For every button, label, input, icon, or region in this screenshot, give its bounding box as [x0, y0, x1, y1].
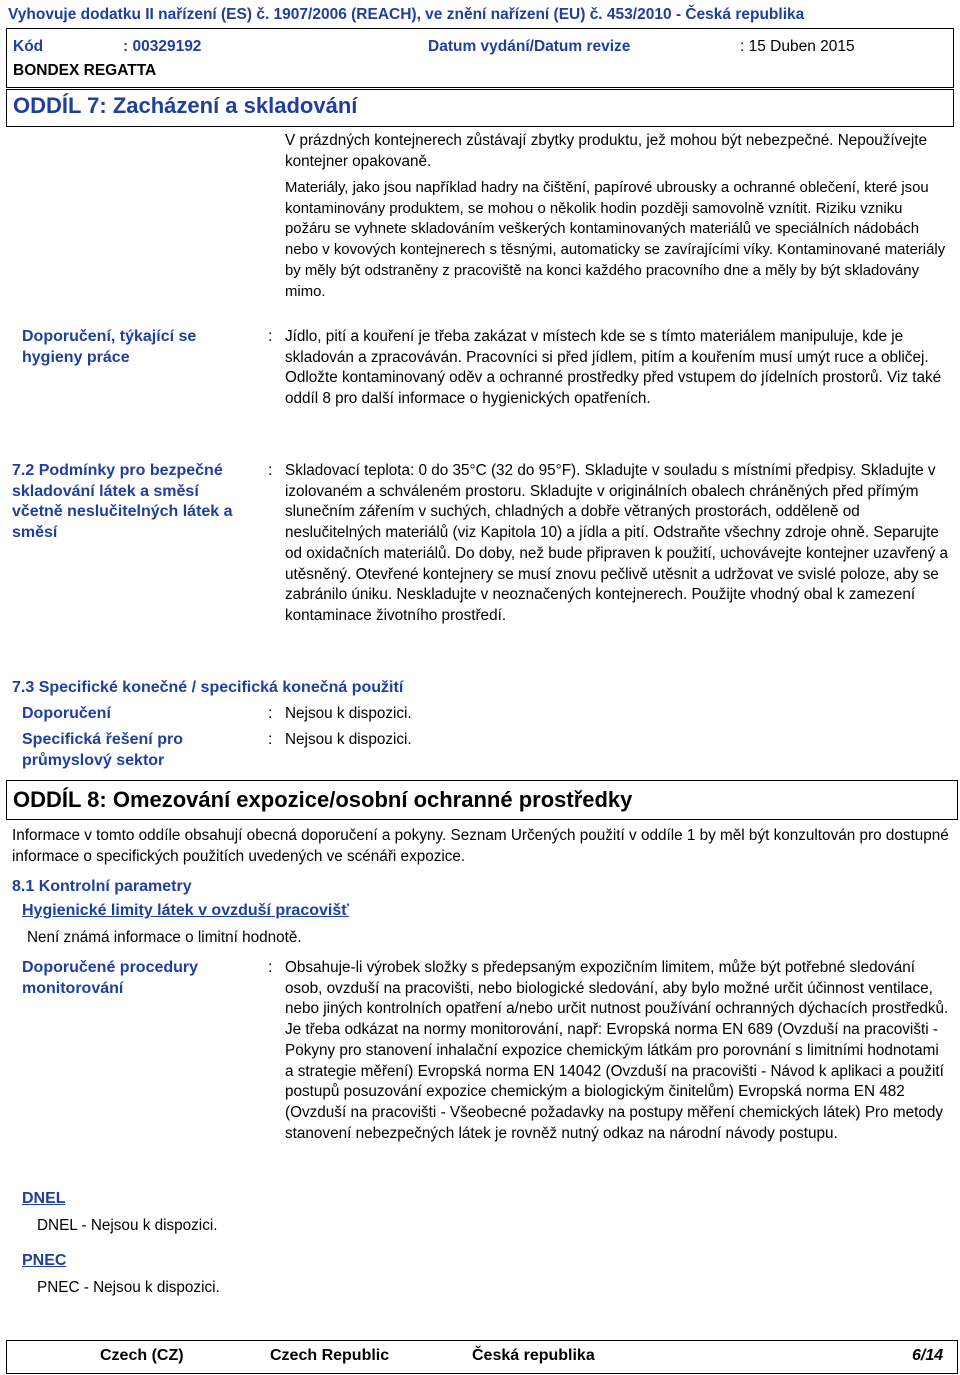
section-8-intro: Informace v tomto oddíle obsahují obecná doporučení a pokyny. Seznam Určených použití v oddíle 1 by měl být konzultován pro dostupné informace o specifických použitích uvedených ve scénáři expozice. — [12, 827, 949, 865]
footer-country: Czech Republic — [270, 1347, 390, 1364]
control-parameters-heading: 8.1 Kontrolní parametry — [12, 878, 192, 895]
date-value: : 15 Duben 2015 — [740, 38, 855, 55]
storage-conditions-label: 7.2 Podmínky pro bezpečné skladování látek a směsí včetně neslučitelných látek a směsí — [12, 462, 233, 542]
date-label: Datum vydání/Datum revize — [428, 38, 631, 55]
monitoring-label: Doporučené procedury monitorování — [22, 959, 199, 997]
storage-conditions-text: Skladovací teplota: 0 do 35°C (32 do 95°F). Skladujte v souladu s místními předpisy. Skladujte v izolovaném a schváleném prostoru. Skladujte v originálních obalech chráněných před přímým slunečním zářením v suchých, chladných a dobře větraných prostorách, odděleně od neslučitelných materiálů (viz Kapitola 10) a jídla a pití. Odstraňte všechny zdroje ohně. Separujte od oxidačních materiálů. Do doby, než bude připraven k použití, uchovávejte kontejner uzavřený a utěsněný. Otevřené kontejnery se musí znovu pečlivě utěsnit a udržovat ve svislé poloze, aby se zabránilo úniku. Neskladujte v neoznačených kontejnerech. Použijte vhodný obal k zamezení kontaminace životního prostředí. — [285, 462, 948, 624]
monitoring-colon: : — [268, 959, 273, 976]
section-8-heading — [6, 780, 958, 820]
page-number: 6/14 — [912, 1347, 944, 1364]
specific-uses-heading: 7.3 Specifické konečné / specifická konečná použití — [12, 679, 404, 696]
storage-colon: : — [268, 462, 273, 479]
empty-containers-text: V prázdných kontejnerech zůstávají zbytky produktu, jež mohou být nebezpečné. Nepoužívejte kontejner opakovaně. — [285, 132, 927, 170]
regulation-title: Vyhovuje dodatku II nařízení (ES) č. 1907/2006 (REACH), ve znění nařízení (EU) č. 453/2010 - Česká republika — [8, 6, 805, 23]
recommendation-colon: : — [268, 705, 273, 722]
section-8-title: ODDÍL 8: Omezování expozice/osobní ochranné prostředky — [13, 787, 633, 812]
section-7-heading — [6, 89, 954, 127]
section-7-title: ODDÍL 7: Zacházení a skladování — [13, 93, 358, 118]
recommendation-label: Doporučení — [22, 705, 111, 722]
dnel-link[interactable]: DNEL — [22, 1190, 66, 1207]
recommendation-value: Nejsou k dispozici. — [285, 705, 412, 722]
industry-value: Nejsou k dispozici. — [285, 731, 412, 748]
industry-label: Specifická řešení pro průmyslový sektor — [22, 731, 183, 769]
hygiene-text: Jídlo, pití a kouření je třeba zakázat v místech kde se s tímto materiálem manipuluje, kde je skladován a zpracováván. Pracovníci si před jídlem, pitím a kouřením musí umýt ruce a obličej. Odložte kontaminovaný oděv a ochranné prostředky před vstupem do jídelních prostorů. Viz také oddíl 8 pro další informace o hygienických opatřeních. — [285, 328, 942, 408]
contaminated-materials-text: Materiály, jako jsou například hadry na čištění, papírové ubrousky a ochranné oblečení, které jsou kontaminovány produktem, se mohou o několik hodin později samovolně vznítit. Riziku vzniku požáru se vyhnete skladováním veškerých kontaminovaných materiálů ve speciálních nádobách nebo v kovových kontejnerech s těsnými, automaticky se zavírajícími víky. Kontaminované materiály by měly být odstraněny z pracoviště na konci každého pracovního dne a měly by být skladovány mimo. — [285, 180, 946, 300]
hygiene-colon: : — [268, 328, 273, 345]
footer-country-local: Česká republika — [472, 1347, 595, 1364]
exposure-limits-text: Není známá informace o limitní hodnotě. — [27, 929, 302, 946]
hygiene-label: Doporučení, týkající se hygieny práce — [22, 328, 197, 366]
product-name: BONDEX REGATTA — [13, 62, 157, 79]
footer-language: Czech (CZ) — [100, 1347, 184, 1364]
pnec-link[interactable]: PNEC — [22, 1252, 67, 1269]
pnec-text: PNEC - Nejsou k dispozici. — [37, 1279, 220, 1296]
exposure-limits-link[interactable]: Hygienické limity látek v ovzduší pracovišť — [22, 902, 349, 919]
code-value: : 00329192 — [123, 38, 202, 55]
code-label: Kód — [13, 38, 44, 55]
monitoring-text: Obsahuje-li výrobek složky s předepsaným expozičním limitem, může být potřebné sledování osob, ovzduší na pracovišti, nebo biologické sledování, aby bylo možné určit účinnost ventilace, nebo jiných kontrolních opatření a/nebo určit nutnost používání ochranných dýchacích prostředků. Je třeba odkázat na normy monitorování, např: Evropská norma EN 689 (Ovzduší na pracovišti - Pokyny pro stanovení inhalační expozice chemickým látkám pro porovnání s limitními hodnotami a strategie měření) Evropská norma EN 14042 (Ovzduší na pracovišti - Návod k aplikaci a použití postupů posuzování expozice chemickým a biologickým činitelům) Evropská norma EN 482 (Ovzduší na pracovišti - Všeobecné požadavky na postupy měření chemických látek) Pro metody stanovení nebezpečných látek je rovněž nutný odkaz na národní návody postupu. — [285, 959, 949, 1142]
dnel-text: DNEL - Nejsou k dispozici. — [37, 1217, 218, 1234]
industry-colon: : — [268, 731, 273, 748]
